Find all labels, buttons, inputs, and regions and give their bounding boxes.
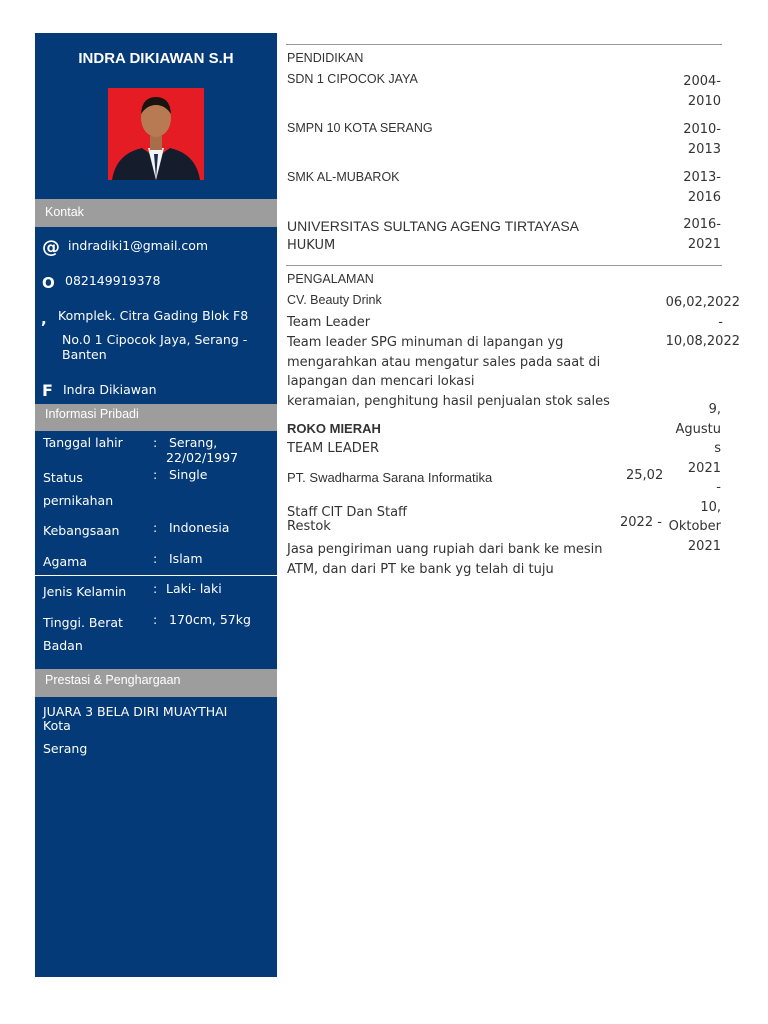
award-line-3: Serang	[43, 741, 88, 756]
label-height-weight-2: Badan	[43, 638, 83, 653]
sep-gender: :	[153, 581, 158, 596]
experience-rule	[286, 265, 722, 266]
job-1-company: CV. Beauty Drink	[287, 293, 382, 307]
job-2-date-line: s	[714, 441, 721, 456]
school-2: SMPN 10 KOTA SERANG	[287, 121, 433, 135]
school-4: UNIVERSITAS SULTANG AGENG TIRTAYASA	[287, 218, 579, 234]
sidebar-divider	[35, 575, 277, 576]
job-2-date-line: 10,	[700, 499, 721, 515]
personal-info-heading: Informasi Pribadi	[35, 404, 277, 431]
school-3-years	[683, 168, 721, 207]
email-text[interactable]: indradiki1@gmail.com	[68, 238, 209, 253]
job-1-date-dash: -	[718, 314, 723, 330]
label-birth: Tanggal lahir	[43, 435, 123, 450]
job-3-desc-line: ATM, dan dari PT ke bank yg telah di tuju	[287, 561, 554, 577]
job-3-company: PT. Swadharma Sarana Informatika	[287, 470, 493, 485]
job-1-desc-line: lapangan dan mencari lokasi	[287, 374, 475, 389]
phone-text: 082149919378	[65, 273, 161, 288]
value-birth-place: Serang,	[169, 435, 218, 450]
school-4-year-start: 2016-	[683, 217, 721, 232]
school-3-year-end: 2016	[687, 189, 721, 205]
person-photo-icon	[108, 88, 204, 180]
label-height-weight: Tinggi. Berat	[43, 615, 123, 630]
job-1-desc-line: Team leader SPG minuman di lapangan yg	[287, 335, 564, 350]
job-1-date-end: 10,08,2022	[665, 334, 740, 349]
value-status: Single	[169, 467, 208, 482]
job-3-role-line-1: Staff CIT Dan Staff	[287, 505, 408, 520]
school-2-years	[683, 120, 721, 159]
label-status-2: pernikahan	[43, 493, 114, 508]
facebook-text[interactable]: Indra Dikiawan	[63, 382, 157, 397]
school-1: SDN 1 CIPOCOK JAYA	[287, 72, 418, 86]
school-2-year-end: 2013	[687, 141, 721, 157]
job-3-date-end: 2022 -	[620, 515, 662, 530]
school-1-years	[683, 72, 721, 111]
job-1-desc-line: mengarahkan atau mengatur sales pada saat di	[287, 354, 601, 370]
job-2-date-line: Oktober	[668, 519, 721, 534]
sep-religion: :	[153, 551, 158, 566]
education-rule	[286, 44, 722, 45]
job-2-date-line: 2021	[687, 460, 721, 476]
school-1-year-start: 2004-	[683, 74, 721, 89]
job-2-dates	[669, 400, 721, 556]
job-2-company: ROKO MIERAH	[287, 421, 381, 436]
job-3-desc-line: Jasa pengiriman uang rupiah dari bank ke mesin	[287, 542, 603, 557]
label-gender: Jenis Kelamin	[43, 584, 127, 599]
facebook-icon: F	[42, 381, 53, 400]
at-icon: @	[42, 237, 60, 258]
education-heading: PENDIDIKAN	[287, 51, 364, 65]
school-3: SMK AL-MUBAROK	[287, 170, 400, 184]
contact-heading: Kontak	[35, 199, 277, 227]
job-3-description	[287, 540, 603, 579]
job-2-date-line: 9,	[708, 402, 721, 417]
profile-photo	[108, 88, 204, 180]
award-line-2: Kota	[43, 718, 71, 733]
experience-heading: PENGALAMAN	[287, 272, 374, 286]
sep-nationality: :	[153, 520, 158, 535]
school-4-major: HUKUM	[287, 238, 336, 253]
label-status: Status	[43, 470, 83, 485]
value-height-weight: 170cm, 57kg	[169, 612, 251, 627]
job-2-date-line: -	[716, 480, 721, 495]
value-birth-date: 22/02/1997	[166, 450, 239, 465]
school-1-year-end: 2010	[687, 93, 721, 109]
school-4-year-end: 2021	[687, 236, 721, 252]
sep-height-weight: :	[153, 612, 158, 627]
value-religion: Islam	[169, 551, 203, 566]
circle-icon: O	[42, 274, 55, 292]
job-3-role-line-2: Restok	[287, 519, 331, 534]
job-1-description	[287, 333, 610, 411]
sep-status: :	[153, 467, 158, 482]
label-religion: Agama	[43, 554, 87, 569]
value-nationality: Indonesia	[169, 520, 230, 535]
school-3-year-start: 2013-	[683, 170, 721, 185]
job-2-role: TEAM LEADER	[287, 441, 380, 456]
job-1-desc-line: keramaian, penghitung hasil penjualan stok sales	[287, 393, 610, 409]
value-gender: Laki- laki	[166, 581, 222, 596]
profile-name: INDRA DIKIAWAN S.H	[78, 50, 234, 67]
label-nationality: Kebangsaan	[43, 523, 120, 538]
job-2-date-line: 2021	[687, 538, 721, 554]
address-line-1: Komplek. Citra Gading Blok F8	[58, 308, 249, 323]
school-2-year-start: 2010-	[683, 122, 721, 137]
job-1-dates	[666, 293, 740, 352]
award-line-1: JUARA 3 BELA DIRI MUAYTHAI	[43, 704, 228, 719]
job-1-date-start: 06,02,2022	[665, 295, 740, 310]
comma-icon: ,	[41, 310, 47, 328]
job-3-date-start: 25,02	[626, 468, 664, 483]
address-line-2: No.0 1 Cipocok Jaya, Serang -	[62, 332, 248, 347]
sep-birth: :	[153, 435, 158, 450]
address-line-3: Banten	[62, 347, 107, 362]
job-2-date-line: Agustu	[675, 421, 721, 437]
awards-heading: Prestasi & Penghargaan	[35, 669, 277, 697]
school-4-years	[683, 215, 721, 254]
job-1-role: Team Leader	[287, 315, 371, 330]
